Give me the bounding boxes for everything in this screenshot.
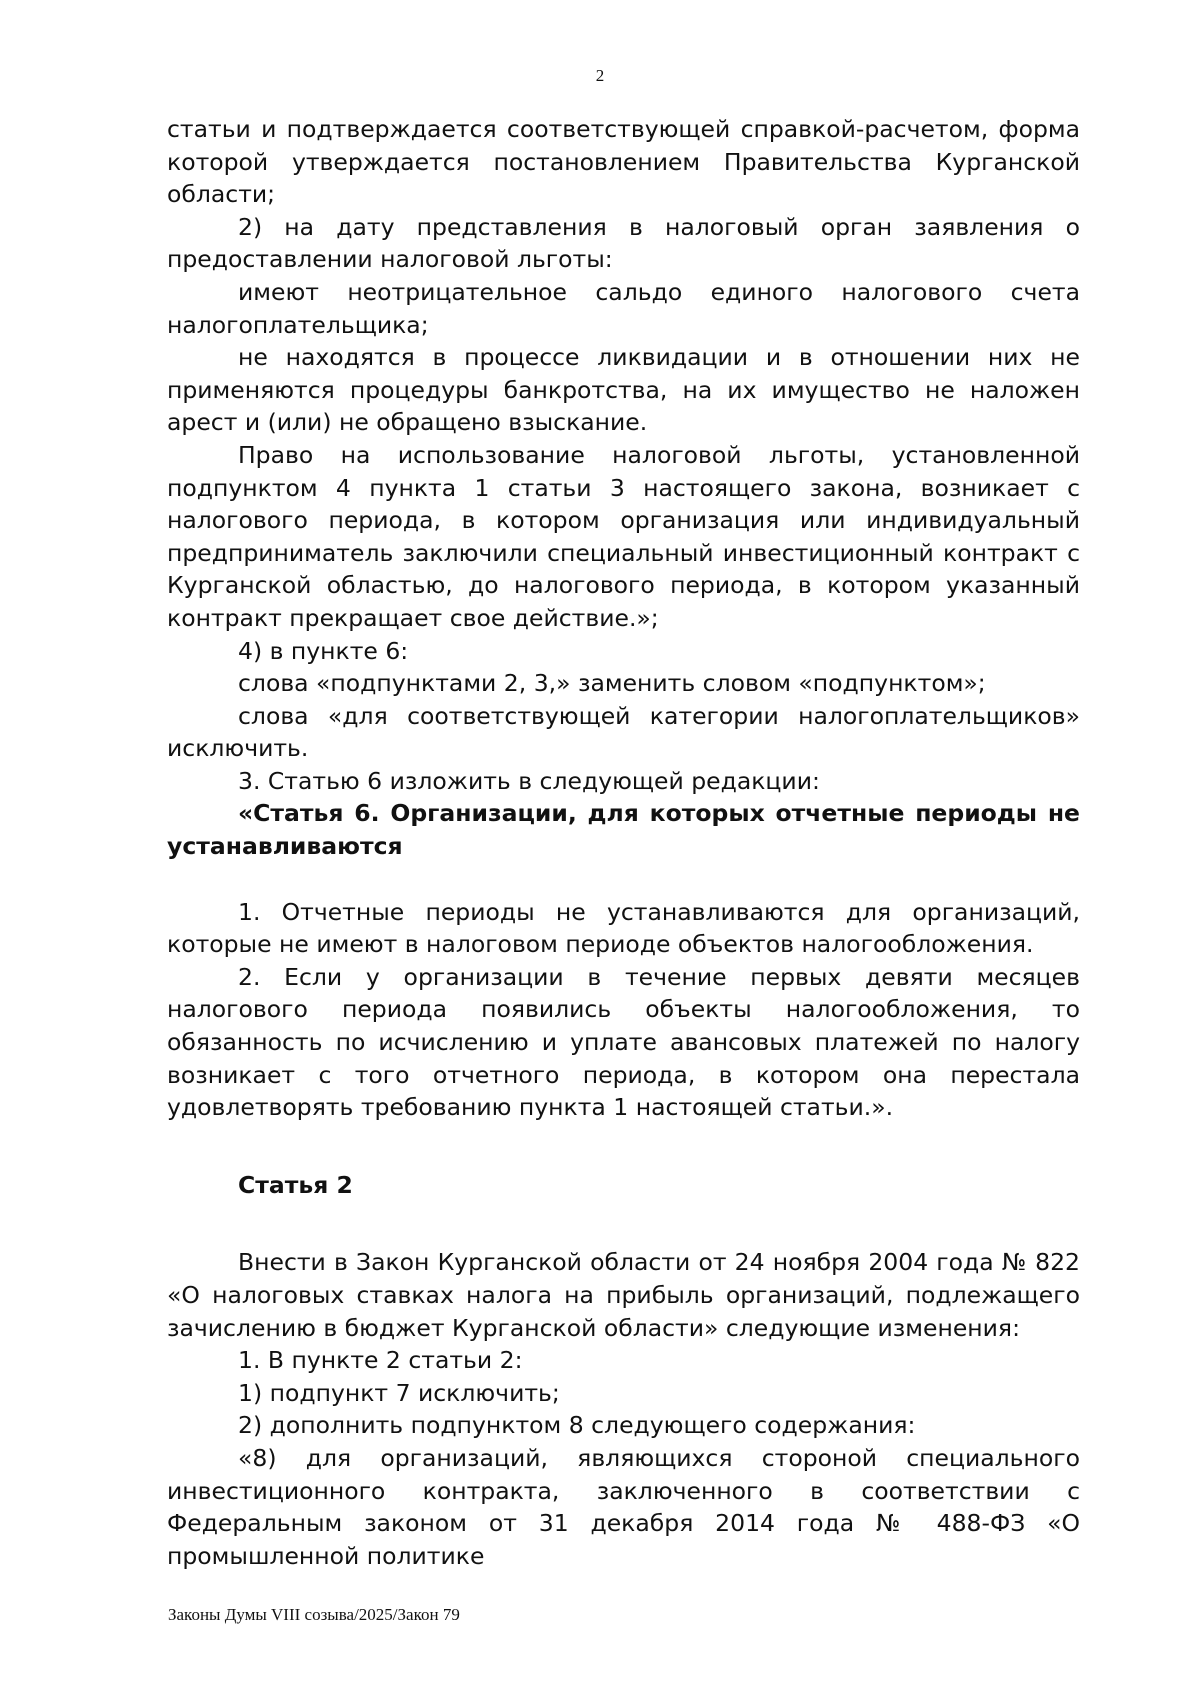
- paragraph: имеют неотрицательное сальдо единого налогового счета налогоплательщика;: [167, 277, 1080, 339]
- page-number: 2: [595, 66, 605, 85]
- paragraph: 2) на дату представления в налоговый орган заявления о предоставлении налоговой льготы:: [167, 212, 1080, 274]
- paragraph: 4) в пункте 6:: [238, 636, 409, 665]
- paragraph: слова «для соответствующей категории налогоплательщиков» исключить.: [167, 701, 1080, 763]
- paragraph: 1. Отчетные периоды не устанавливаются для организаций, которые не имеют в налоговом периоде объектов налогообложения.: [167, 897, 1080, 959]
- paragraph: 2. Если у организации в течение первых девяти месяцев налогового периода появились объекты налогообложения, то обязанность по исчислению и уплате авансовых платежей по налогу возникает с того отчетного периода, в котором она перестала удовлетворять требованию пункта 1 настоящей статьи.».: [167, 962, 1080, 1122]
- article-2-title: Статья 2: [238, 1170, 353, 1199]
- paragraph: статьи и подтверждается соответствующей справкой-расчетом, форма которой утверждается постановлением Правительства Курганской области;: [167, 115, 1080, 209]
- paragraph: 3. Статью 6 изложить в следующей редакции:: [238, 766, 820, 795]
- article-6-heading: «Статья 6. Организации, для которых отчетные периоды не устанавливаются: [167, 799, 1080, 861]
- paragraph: слова «подпунктами 2, 3,» заменить словом «подпунктом»;: [238, 669, 986, 698]
- paragraph: 1) подпункт 7 исключить;: [238, 1378, 560, 1407]
- paragraph: не находятся в процессе ликвидации и в отношении них не применяются процедуры банкротства, на их имущество не наложен арест и (или) не обращено взыскание.: [167, 343, 1080, 437]
- paragraph: 2) дополнить подпунктом 8 следующего содержания:: [238, 1411, 916, 1440]
- paragraph: «8) для организаций, являющихся стороной специального инвестиционного контракта, заключенного в соответствии с Федеральным законом от 31 декабря 2014 года № 488-ФЗ «О промышленной политике: [167, 1443, 1080, 1570]
- paragraph: 1. В пункте 2 статьи 2:: [238, 1346, 523, 1375]
- paragraph: Внести в Закон Курганской области от 24 ноября 2004 года № 822 «О налоговых ставках налога на прибыль организаций, подлежащего зачислению в бюджет Курганской области» следующие изменения:: [167, 1248, 1080, 1342]
- document-footer: Законы Думы VIII созыва/2025/Закон 79: [168, 1605, 460, 1624]
- document-body: [167, 113, 1080, 1572]
- paragraph: Право на использование налоговой льготы, установленной подпунктом 4 пункта 1 статьи 3 настоящего закона, возникает с налогового периода, в котором организация или индивидуальный предприниматель заключили специальный инвестиционный контракт с Курганской областью, до налогового периода, в котором указанный контракт прекращает свое действие.»;: [167, 440, 1080, 632]
